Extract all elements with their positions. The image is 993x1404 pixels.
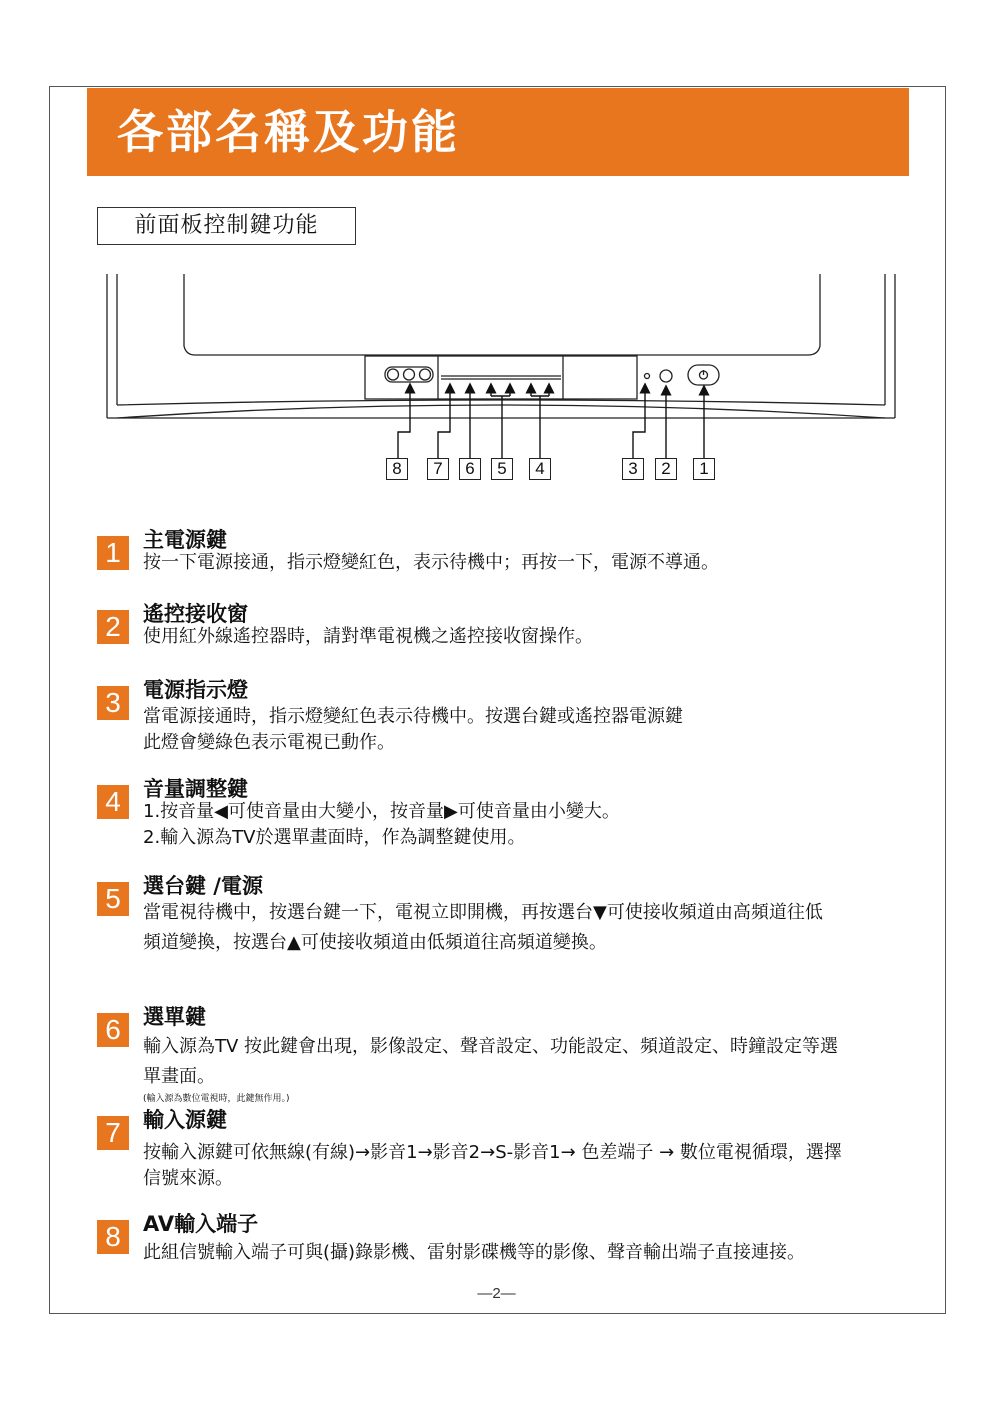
section-title: 音量調整鍵 bbox=[143, 777, 248, 801]
body-line: 單畫面。 bbox=[143, 1066, 215, 1087]
section-title: 選單鍵 bbox=[143, 1005, 206, 1029]
section-heading-box: 前面板控制鍵功能 bbox=[97, 207, 356, 245]
section-note: (輸入源為數位電視時，此鍵無作用。) bbox=[143, 1094, 290, 1104]
body-line: 使用紅外線遙控器時，請對準電視機之遙控接收窗操作。 bbox=[143, 626, 593, 647]
section-body bbox=[143, 1240, 923, 1266]
section-title: 主電源鍵 bbox=[143, 528, 227, 552]
section-number-badge: 2 bbox=[97, 610, 129, 644]
body-line: 當電源接通時，指示燈變紅色表示待機中。按選台鍵或遙控器電源鍵 bbox=[143, 706, 683, 727]
body-line: 信號來源。 bbox=[143, 1168, 233, 1189]
section-number-badge: 1 bbox=[97, 536, 129, 570]
page-title: 各部名稱及功能 bbox=[117, 105, 460, 159]
callout-7: 7 bbox=[427, 458, 449, 480]
callout-6: 6 bbox=[459, 458, 481, 480]
section-number-badge: 4 bbox=[97, 785, 129, 819]
remote-sensor-shape bbox=[660, 370, 672, 382]
callout-4: 4 bbox=[529, 458, 551, 480]
body-line: 輸入源為TV 按此鍵會出現，影像設定、聲音設定、功能設定、頻道設定、時鐘設定等選 bbox=[143, 1036, 839, 1057]
section-body bbox=[143, 898, 923, 958]
section-title: 電源指示燈 bbox=[143, 678, 248, 702]
screen-outline bbox=[184, 274, 820, 355]
callout-2: 2 bbox=[655, 458, 677, 480]
section-number-badge: 6 bbox=[97, 1013, 129, 1047]
section-title: AV輸入端子 bbox=[143, 1212, 259, 1236]
tv-front-panel-diagram bbox=[0, 0, 993, 500]
section-number-badge: 8 bbox=[97, 1220, 129, 1254]
callout-8: 8 bbox=[386, 458, 408, 480]
section-title: 遙控接收窗 bbox=[143, 602, 248, 626]
body-line: 此燈會變綠色表示電視已動作。 bbox=[143, 732, 395, 753]
page-number: —2— bbox=[477, 1285, 516, 1302]
body-line: 按一下電源接通，指示燈變紅色，表示待機中；再按一下，電源不導通。 bbox=[143, 552, 719, 573]
callout-3: 3 bbox=[622, 458, 644, 480]
section-body bbox=[143, 704, 923, 756]
section-body bbox=[143, 799, 923, 851]
section-title: 輸入源鍵 bbox=[143, 1108, 227, 1132]
section-number-badge: 3 bbox=[97, 686, 129, 720]
callout-5: 5 bbox=[491, 458, 513, 480]
section-body bbox=[143, 550, 923, 576]
section-number-badge: 7 bbox=[97, 1116, 129, 1150]
power-indicator-shape bbox=[645, 374, 650, 379]
body-line: 當電視待機中，按選台鍵一下，電視立即開機，再按選台▼可使接收頻道由高頻道往低 bbox=[143, 902, 823, 923]
body-line: 此組信號輸入端子可與(攝)錄影機、雷射影碟機等的影像、聲音輸出端子直接連接。 bbox=[143, 1242, 806, 1263]
section-body bbox=[143, 1032, 923, 1106]
body-line: 頻道變換，按選台▲可使接收頻道由低頻道往高頻道變換。 bbox=[143, 932, 607, 953]
body-line: 1.按音量◀可使音量由大變小，按音量▶可使音量由小變大。 bbox=[143, 801, 620, 822]
control-panel bbox=[365, 356, 637, 399]
section-number-badge: 5 bbox=[97, 882, 129, 916]
body-line: 按輸入源鍵可依無線(有線)→影音1→影音2→S-影音1→ 色差端子 → 數位電視循環，選擇 bbox=[143, 1142, 842, 1163]
section-title: 選台鍵 /電源 bbox=[143, 874, 263, 898]
callout-1: 1 bbox=[693, 458, 715, 480]
section-body bbox=[143, 624, 923, 650]
body-line: 2.輸入源為TV於選單畫面時，作為調整鍵使用。 bbox=[143, 827, 526, 848]
section-body bbox=[143, 1140, 923, 1192]
